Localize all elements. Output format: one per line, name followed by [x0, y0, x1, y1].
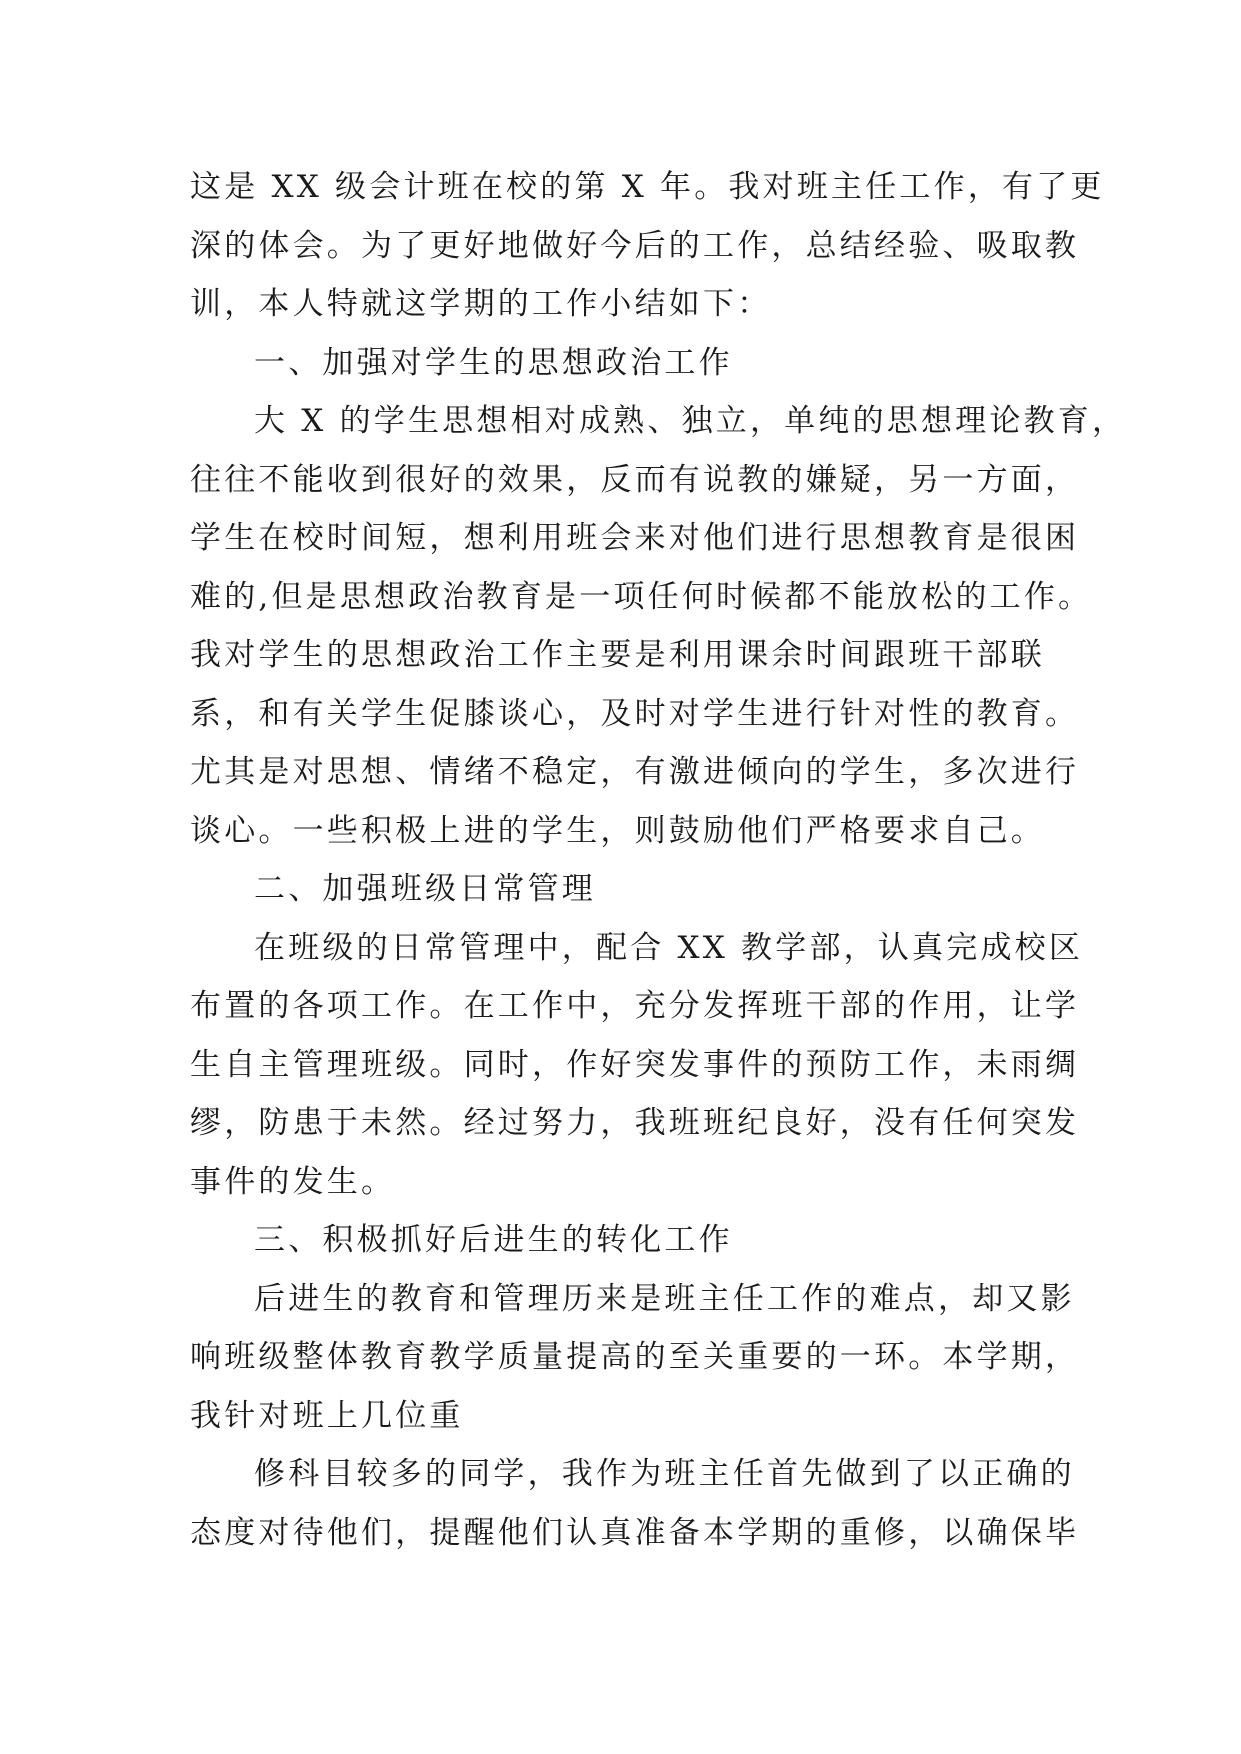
- document-body: [190, 158, 1127, 1562]
- text-line: 训，本人特就这学期的工作小结如下：: [190, 286, 772, 322]
- text-line: 尤其是对思想、情绪不稳定，有激进倾向的学生，多次进行: [190, 754, 1080, 790]
- text-line: 这是 XX 级会计班在校的第 X 年。我对班主任工作，有了更: [190, 169, 1105, 205]
- text-line: 响班级整体教育教学质量提高的至关重要的一环。本学期，: [190, 1339, 1080, 1375]
- text-line: 我针对班上几位重: [190, 1397, 464, 1434]
- text-line: 我对学生的思想政治工作主要是利用课余时间跟班干部联: [190, 637, 1045, 673]
- text-line: 后进生的教育和管理历来是班主任工作的难点，却又影: [254, 1280, 1075, 1317]
- text-line: 在班级的日常管理中，配合 XX 教学部，认真完成校区: [254, 929, 1084, 966]
- text-line: 难的,但是思想政治教育是一项任何时候都不能放松的工作。: [190, 578, 1093, 615]
- text-line: 态度对待他们，提醒他们认真准备本学期的重修，以确保毕: [190, 1514, 1080, 1551]
- text-line: 事件的发生。: [190, 1163, 396, 1200]
- text-line: 大 X 的学生思想相对成熟、独立，单纯的思想理论教育，: [254, 403, 1127, 439]
- text-line: 系，和有关学生促膝谈心，及时对学生进行针对性的教育。: [190, 695, 1080, 732]
- text-line: 修科目较多的同学，我作为班主任首先做到了以正确的: [254, 1456, 1075, 1492]
- text-line: 深的体会。为了更好地做好今后的工作，总结经验、吸取教: [190, 227, 1080, 264]
- text-line: 缪，防患于未然。经过努力，我班班纪良好，没有任何突发: [190, 1105, 1080, 1141]
- text-line: 学生在校时间短，想利用班会来对他们进行思想教育是很困: [190, 520, 1080, 556]
- section-heading-1: 一、加强对学生的思想政治工作: [254, 344, 733, 381]
- text-line: 布置的各项工作。在工作中，充分发挥班干部的作用，让学: [190, 988, 1080, 1024]
- section-heading-3: 三、积极抓好后进生的转化工作: [254, 1222, 733, 1258]
- text-line: 往往不能收到很好的效果，反而有说教的嫌疑，另一方面，: [190, 461, 1080, 498]
- section-heading-2: 二、加强班级日常管理: [254, 871, 596, 907]
- text-line: 谈心。一些积极上进的学生，则鼓励他们严格要求自己。: [190, 812, 1045, 849]
- text-line: 生自主管理班级。同时，作好突发事件的预防工作，未雨绸: [190, 1046, 1080, 1083]
